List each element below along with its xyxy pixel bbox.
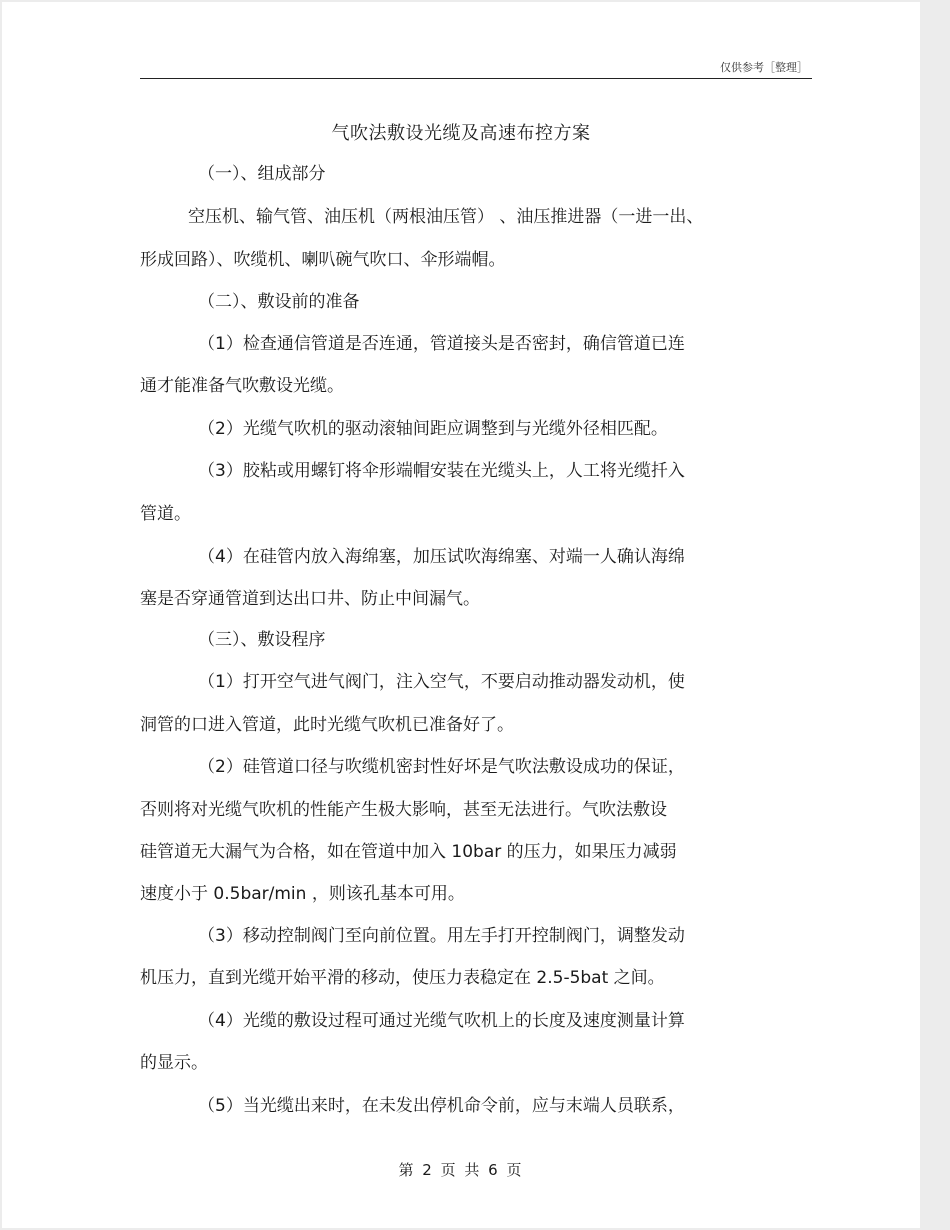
paragraph-line: （1）打开空气进气阀门，注入空气，不要启动推动器发动机，使 bbox=[198, 672, 685, 692]
paragraph-line: 硅管道无大漏气为合格，如在管道中加入 10bar 的压力，如果压力减弱 bbox=[140, 842, 677, 862]
page-number: 第 2 页 共 6 页 bbox=[398, 1161, 524, 1179]
document-title: 气吹法敷设光缆及高速布控方案 bbox=[331, 123, 591, 144]
paragraph-line: （4）光缆的敷设过程可通过光缆气吹机上的长度及速度测量计算 bbox=[198, 1011, 685, 1031]
paragraph-line: 管道。 bbox=[140, 504, 191, 524]
section-heading: （一）、组成部分 bbox=[198, 164, 326, 184]
paragraph-line: （5）当光缆出来时，在未发出停机命令前，应与末端人员联系， bbox=[198, 1096, 685, 1116]
paragraph-line: 塞是否穿通管道到达出口井、防止中间漏气。 bbox=[140, 589, 480, 609]
paragraph-line: （3）移动控制阀门至向前位置。用左手打开控制阀门，调整发动 bbox=[198, 926, 685, 946]
paragraph-line: （2）硅管道口径与吹缆机密封性好坏是气吹法敷设成功的保证， bbox=[198, 757, 685, 777]
paragraph-line: （3）胶粘或用螺钉将伞形端帽安装在光缆头上，人工将光缆扦入 bbox=[198, 461, 685, 481]
paragraph-line: （4）在硅管内放入海绵塞，加压试吹海绵塞、对端一人确认海绵 bbox=[198, 547, 685, 567]
paragraph-line: 机压力，直到光缆开始平滑的移动，使压力表稳定在 2.5-5bat 之间。 bbox=[140, 968, 665, 988]
paragraph-line: （1）检查通信管道是否连通，管道接头是否密封，确信管道已连 bbox=[198, 334, 685, 354]
paragraph-line: （2）光缆气吹机的驱动滚轴间距应调整到与光缆外径相匹配。 bbox=[198, 419, 668, 439]
paragraph-line: 的显示。 bbox=[140, 1053, 208, 1073]
document-page bbox=[2, 2, 920, 1228]
paragraph-line: 空压机、输气管、油压机（两根油压管） 、油压推进器（一进一出、 bbox=[188, 207, 704, 227]
section-heading: （二）、敷设前的准备 bbox=[198, 292, 360, 312]
paragraph-line: 洞管的口进入管道，此时光缆气吹机已准备好了。 bbox=[140, 715, 514, 735]
header-label: 仅供参考［整理］ bbox=[720, 61, 808, 74]
paragraph-line: 速度小于 0.5bar/min ，则该孔基本可用。 bbox=[140, 884, 465, 904]
section-heading: （三）、敷设程序 bbox=[198, 630, 326, 650]
header-rule bbox=[140, 78, 812, 79]
paragraph-line: 形成回路）、吹缆机、喇叭碗气吹口、伞形端帽。 bbox=[140, 250, 506, 270]
paragraph-line: 否则将对光缆气吹机的性能产生极大影响，甚至无法进行。气吹法敷设 bbox=[140, 800, 667, 820]
paragraph-line: 通才能准备气吹敷设光缆。 bbox=[140, 376, 344, 396]
